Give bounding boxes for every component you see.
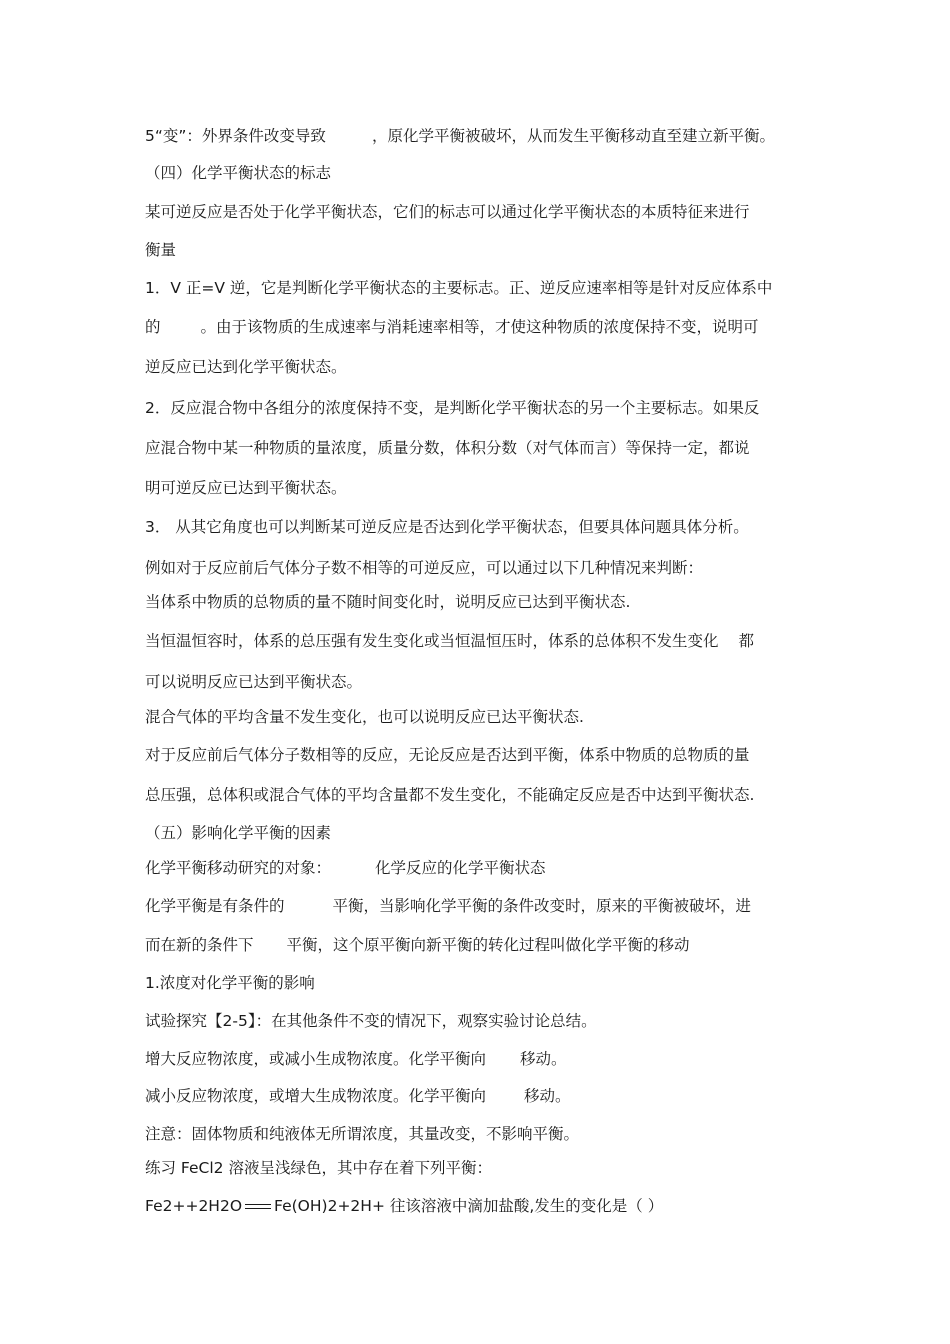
text-line [145,934,690,956]
text-line [145,125,775,147]
text-fragment: 化学平衡是有条件的 [145,897,285,915]
section-heading: （四）化学平衡状态的标志 [145,164,332,182]
equation-left: Fe2++2H2O [145,1197,243,1215]
text-line [145,895,751,917]
text-line [145,1048,567,1070]
text-fragment: 平衡，这个原平衡向新平衡的转化过程叫做化学平衡的移动 [286,936,690,954]
text-line [145,857,546,879]
text-fragment: 平衡，当影响化学平衡的条件改变时，原来的平衡被破坏，进 [332,897,752,915]
text-line [145,630,754,652]
text-fragment: 增大反应物浓度，或减小生成物浓度。化学平衡向 [145,1050,487,1068]
text-fragment: 而在新的条件下 [145,936,254,954]
text-line: 某可逆反应是否处于化学平衡状态，它们的标志可以通过化学平衡状态的本质特征来进行 [145,203,750,221]
text-line: 总压强，总体积或混合气体的平均含量都不发生变化，不能确定反应是否中达到平衡状态. [145,786,755,804]
section-heading: （五）影响化学平衡的因素 [145,824,332,842]
text-fragment: 化学反应的化学平衡状态 [375,859,546,877]
text-line [145,1085,571,1107]
text-line: 1．V 正=V 逆，它是判断化学平衡状态的主要标志。正、逆反应速率相等是针对反应体系中 [145,279,773,297]
subsection-heading: 1.浓度对化学平衡的影响 [145,974,315,992]
text-line: 应混合物中某一种物质的量浓度，质量分数，体积分数（对气体而言）等保持一定，都说 [145,439,750,457]
text-line: 2．反应混合物中各组分的浓度保持不变，是判断化学平衡状态的另一个主要标志。如果反 [145,399,760,417]
text-fragment: 5“变”：外界条件改变导致 [145,127,326,145]
text-fragment: 化学平衡移动研究的对象： [145,859,332,877]
text-fragment: 都 [738,632,755,650]
text-line: 注意：固体物质和纯液体无所谓浓度，其量改变，不影响平衡。 [145,1125,580,1143]
equilibrium-arrow-icon [243,1202,273,1212]
text-line: 试验探究【2-5】：在其他条件不变的情况下，观察实验讨论总结。 [145,1012,597,1030]
text-line: 当体系中物质的总物质的量不随时间变化时，说明反应已达到平衡状态. [145,593,631,611]
text-fragment: 移动。 [524,1087,571,1105]
text-fragment: 。由于该物质的生成速率与消耗速率相等，才使这种物质的浓度保持不变，说明可 [200,318,759,336]
text-line [145,316,759,338]
text-line: 可以说明反应已达到平衡状态。 [145,673,363,691]
text-fragment: 的 [145,318,161,336]
equation-line [145,1195,663,1217]
text-line: 3． 从其它角度也可以判断某可逆反应是否达到化学平衡状态，但要具体问题具体分析。 [145,518,749,536]
text-line: 例如对于反应前后气体分子数不相等的可逆反应，可以通过以下几种情况来判断： [145,559,704,577]
text-line: 明可逆反应已达到平衡状态。 [145,479,347,497]
text-line: 衡量 [145,241,177,259]
text-fragment: 减小反应物浓度，或增大生成物浓度。化学平衡向 [145,1087,487,1105]
equation-right: Fe(OH)2+2H+ 往该溶液中滴加盐酸,发生的变化是（ ） [274,1197,664,1215]
text-fragment: 移动。 [520,1050,567,1068]
text-line: 练习 FeCl2 溶液呈浅绿色，其中存在着下列平衡： [145,1159,492,1177]
text-line: 对于反应前后气体分子数相等的反应，无论反应是否达到平衡，体系中物质的总物质的量 [145,746,750,764]
text-fragment: 当恒温恒容时，体系的总压强有发生变化或当恒温恒压时，体系的总体积不发生变化 [145,632,719,650]
text-line: 逆反应已达到化学平衡状态。 [145,358,347,376]
text-line: 混合气体的平均含量不发生变化，也可以说明反应已达平衡状态. [145,708,584,726]
text-fragment: ，原化学平衡被破坏，从而发生平衡移动直至建立新平衡。 [371,127,775,145]
